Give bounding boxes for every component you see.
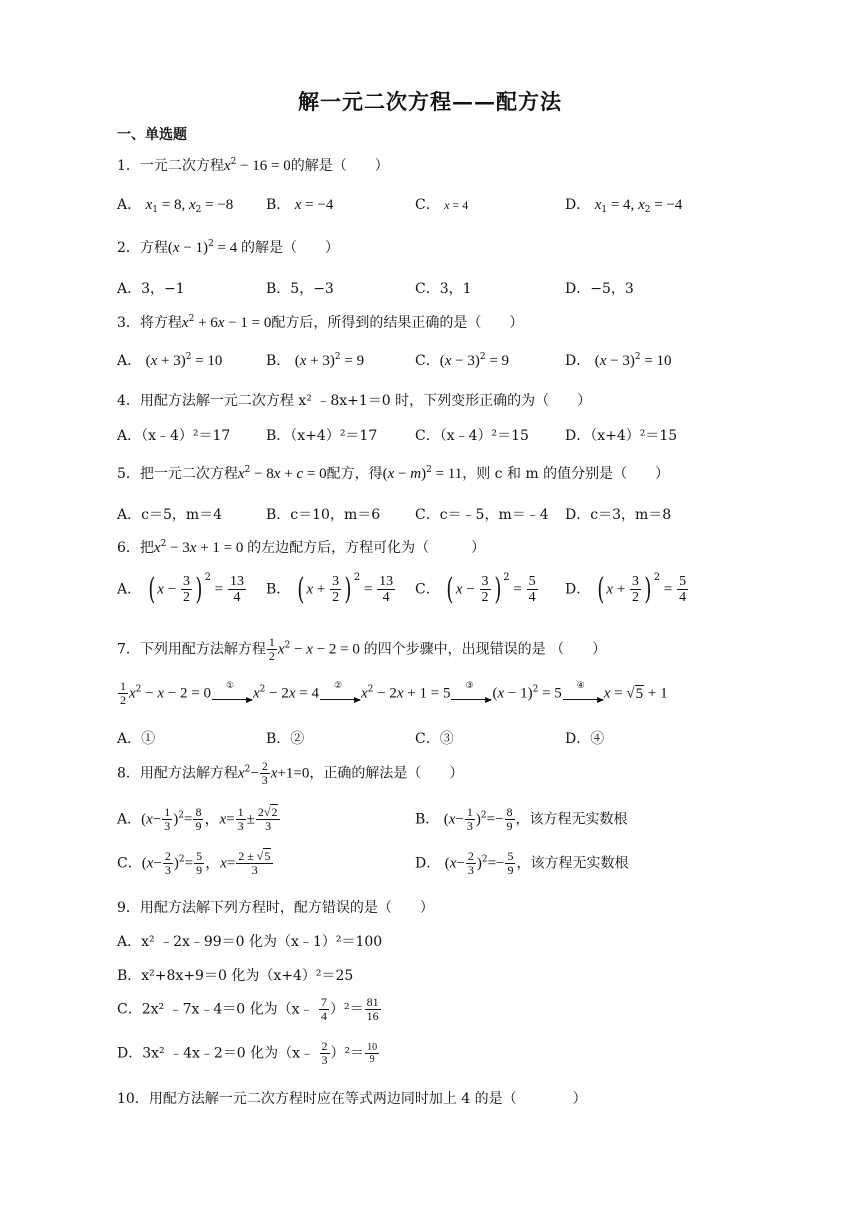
question-8-option-c[interactable]: C．(x− $\frac{2}{3}$ )$^2$= $\frac{5}{9}$ ，x= $\frac{2 \pm √5}{3}$: [117, 850, 274, 877]
question-8-option-b[interactable]: B． (x− $\frac{1}{3}$ )$^2$=− $\frac{8}{9}$ ，该方程无实数根: [415, 805, 628, 833]
question-4-option-c[interactable]: C．（x﹣4）²＝15: [415, 428, 529, 444]
question-3-option-d[interactable]: D． $(x - 3)^2 = 10$: [565, 352, 672, 369]
question-7-option-d[interactable]: D．④: [565, 731, 605, 747]
question-4-option-b[interactable]: B．（x+4）²＝17: [266, 428, 378, 444]
question-5-option-a[interactable]: A．c＝5，m＝4: [117, 507, 223, 523]
question-6-option-a[interactable]: A． ( x − $\frac{3}{2}$ ) $^2$ = $\frac{13}{4}$: [117, 571, 244, 607]
question-1-stem: 1．一元二次方程$x^2 - 16 = 0$的解是（ ）: [117, 157, 389, 174]
question-9-option-d[interactable]: D．3x² ﹣4x﹣2＝0 化为（x﹣ $\frac{2}{3}$ ）²＝ $\frac{10}{9}$: [117, 1039, 378, 1067]
question-8-option-d[interactable]: D． (x− $\frac{2}{3}$ )$^2$=− $\frac{5}{9}$ ，该方程无实数根: [415, 849, 629, 877]
question-6-option-d[interactable]: D． ( x + $\frac{3}{2}$ ) $^2$ = $\frac{5}{4}$: [565, 571, 687, 607]
question-7-option-b[interactable]: B．②: [266, 731, 305, 747]
step-2-arrow-icon: ②: [320, 687, 360, 700]
question-5-option-d[interactable]: D．c＝3，m＝8: [565, 507, 672, 523]
question-7-stem: 7．下列用配方法解方程 $\frac{1}{2}$ $x^2 - x - 2 = 0$ 的四个步骤中，出现错误的是 （ ）: [117, 635, 607, 663]
question-8-option-a[interactable]: A．(x− $\frac{1}{3}$ )$^2$= $\frac{8}{9}$ ，x= $\frac{1}{3}$ ± $\frac{2√2}{3}$: [117, 806, 281, 833]
question-2-stem: 2．方程$(x - 1)^2 = 4$ 的解是（ ）: [117, 239, 340, 256]
question-6-option-b[interactable]: B． ( x + $\frac{3}{2}$ ) $^2$ = $\frac{13}{4}$: [266, 571, 394, 607]
question-3-option-a[interactable]: A． $(x + 3)^2 = 10$: [117, 352, 223, 369]
question-9-option-c[interactable]: C．2x² ﹣7x﹣4＝0 化为（x﹣ $\frac{7}{4}$ ）²＝ $\frac{81}{16}$: [117, 995, 379, 1023]
question-1-option-b[interactable]: B． x = −4: [266, 197, 334, 213]
question-2-option-c[interactable]: C．3，1: [415, 281, 472, 297]
question-3-option-c[interactable]: C．$(x - 3)^2 = 9$: [415, 352, 510, 369]
question-6-option-c[interactable]: C． ( x − $\frac{3}{2}$ ) $^2$ = $\frac{5}{4}$: [415, 571, 536, 607]
question-5-stem: 5．把一元二次方程$x^2 - 8x + c = 0$配方，得$(x - m)^2 = 11$，则 c 和 m 的值分别是（ ）: [117, 465, 670, 482]
question-8-stem: 8．用配方法解方程$x^2-$ $\frac{2}{3}$ x+1=0，正确的解法是（ ）: [117, 759, 464, 787]
question-9-option-b[interactable]: B．x²+8x+9＝0 化为（x+4）²＝25: [117, 968, 354, 984]
question-2-option-b[interactable]: B．5，−3: [266, 281, 334, 297]
question-4-option-a[interactable]: A．（x﹣4）²＝17: [117, 428, 231, 444]
question-7-option-c[interactable]: C．③: [415, 731, 454, 747]
question-2-option-a[interactable]: A．3，−1: [117, 281, 185, 297]
question-7-option-a[interactable]: A．①: [117, 731, 156, 747]
question-7-steps: $\frac{1}{2}$ $x^2 - x - 2 = 0$ ① $x^2 - 2x = 4$ ② $x^2 - 2x + 1 = 5$ ③ $(x - 1)^2 = 5$ ④ x = √5 + 1: [120, 679, 668, 707]
question-1-option-c[interactable]: C． x = 4: [415, 197, 469, 213]
step-4-arrow-icon: ④: [563, 687, 603, 700]
page-title: 解一元二次方程——配方法: [298, 89, 562, 114]
question-9-stem: 9．用配方法解下列方程时，配方错误的是（ ）: [117, 900, 434, 916]
question-5-option-c[interactable]: C．c＝﹣5，m＝﹣4: [415, 507, 549, 523]
question-1-option-a[interactable]: A． $x_1 = 8$, $x_2 = -8$: [117, 197, 234, 215]
step-1-arrow-icon: ①: [212, 687, 252, 700]
step-3-arrow-icon: ③: [451, 687, 491, 700]
question-4-option-d[interactable]: D．（x+4）²＝15: [565, 428, 678, 444]
question-4-stem: 4．用配方法解一元二次方程 x² ﹣8x+1＝0 时，下列变形正确的为（ ）: [117, 393, 592, 409]
question-6-stem: 6．把$x^2 - 3x + 1 = 0$ 的左边配方后，方程可化为（ ）: [117, 539, 486, 556]
question-9-option-a[interactable]: A．x² ﹣2x﹣99＝0 化为（x﹣1）²＝100: [117, 934, 383, 950]
question-2-option-d[interactable]: D．−5，3: [565, 281, 634, 297]
question-3-stem: 3．将方程$x^2 + 6x - 1 = 0$配方后，所得到的结果正确的是（ ）: [117, 314, 524, 331]
section-heading: 一、单选题: [117, 127, 187, 143]
question-1-option-d[interactable]: D． $x_1 = 4$, $x_2 = -4$: [565, 197, 683, 215]
question-5-option-b[interactable]: B．c＝10，m＝6: [266, 507, 381, 523]
question-3-option-b[interactable]: B． $(x + 3)^2 = 9$: [266, 352, 365, 369]
question-10-stem: 10．用配方法解一元二次方程时应在等式两边同时加上 4 的是（ ）: [117, 1091, 587, 1107]
